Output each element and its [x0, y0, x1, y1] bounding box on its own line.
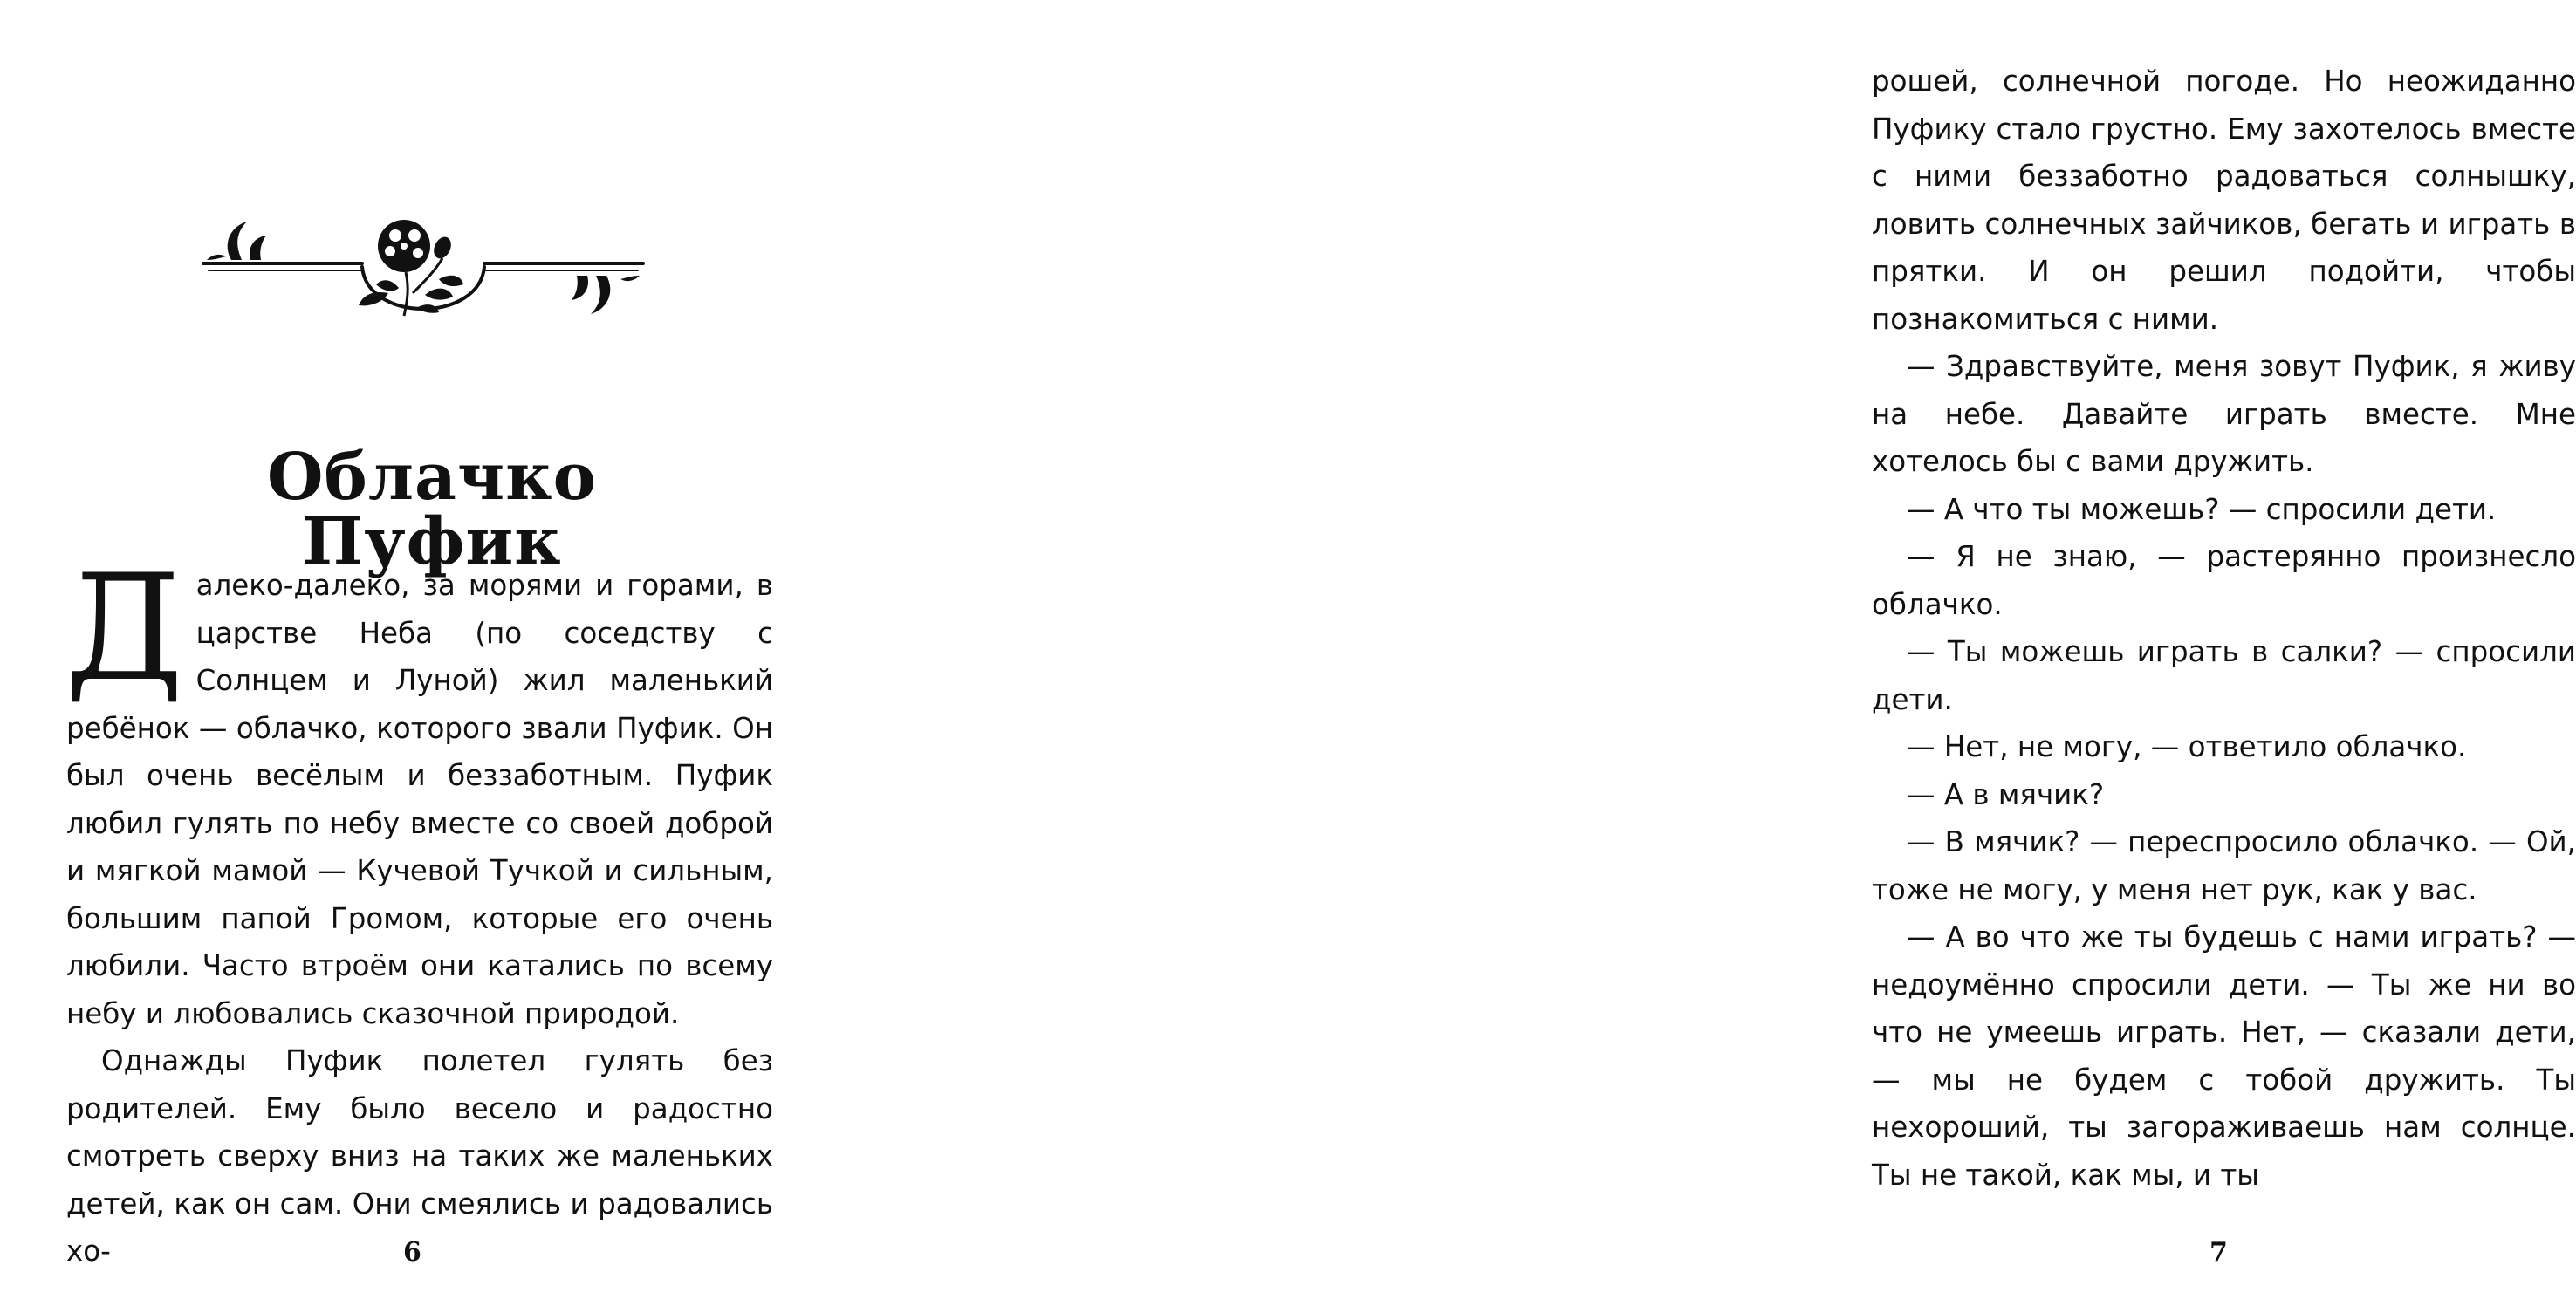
- paragraph: — Нет, не могу, — ответило облачко.: [1907, 730, 2467, 763]
- right-page: [873, 0, 2576, 1306]
- paragraph: — Ты можешь играть в салки? — спросили дети.: [1872, 635, 2576, 716]
- paragraph: — В мячик? — переспросило облачко. — Ой, тоже не могу, у меня нет рук, как у вас.: [1872, 825, 2576, 906]
- page-number-right: 7: [2209, 1237, 2228, 1268]
- right-page-body: [1872, 58, 2576, 1199]
- paragraph: — А что ты можешь? — спросили дети.: [1907, 492, 2497, 526]
- first-paragraph: [65, 543, 773, 1037]
- first-paragraph-text: алеко-далеко, за морями и горами, в царстве Неба (по соседству с Солнцем и Луной) жил маленький ребёнок — облачко, которого звали Пуфик. Он был очень весёлым и беззаботным. Пуфик любил гулять по небу вместе со своей доброй и мягкой мамой — Кучевой Тучкой и сильным, большим папой Громом, которые его очень любили. Часто втроём они катались по всему небу и любовались сказочной природой.: [66, 569, 773, 1030]
- paragraph: — Я не знаю, — растерянно произнесло облачко.: [1872, 540, 2576, 621]
- left-page-body: [65, 543, 773, 1275]
- page-number-left: 6: [403, 1237, 421, 1268]
- left-page: [0, 0, 873, 1306]
- paragraph: — Здравствуйте, меня зовут Пуфик, я живу на небе. Давайте играть вместе. Мне хотелось бы с вами дружить.: [1872, 350, 2576, 478]
- paragraph: — А в мячик?: [1907, 777, 2105, 811]
- drop-cap: Д: [65, 543, 184, 714]
- story-title: Облачко Пуфик: [267, 440, 597, 579]
- paragraph: — А во что же ты будешь с нами играть? — недоумённо спросили дети. — Ты же ни во что не умеешь играть. Нет, — сказали дети, — мы не будем с тобой дружить. Ты нехороший, ты загораживаешь нам солнце. Ты не такой, как мы, и ты: [1872, 920, 2576, 1192]
- second-paragraph: Однажды Пуфик полетел гулять без родителей. Ему было весело и радостно смотреть сверху вниз на таких же маленьких детей, как он сам. Они смеялись и радовались хо-: [66, 1044, 773, 1268]
- floral-vignette-icon: [196, 209, 650, 340]
- paragraph: рошей, солнечной погоде. Но неожиданно Пуфику стало грустно. Ему захотелось вместе с ними беззаботно радоваться солнышку, ловить солнечных зайчиков, бегать и играть в прятки. И он решил подойти, чтобы познакомиться с ними.: [1872, 65, 2576, 336]
